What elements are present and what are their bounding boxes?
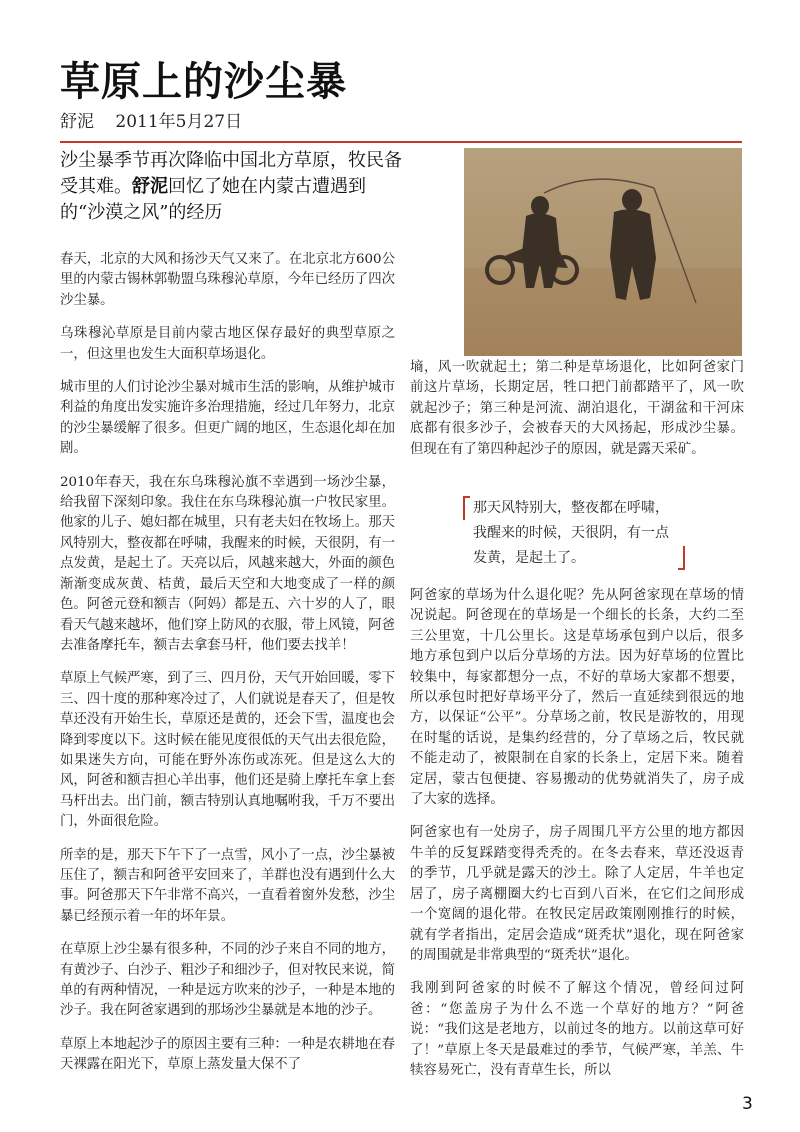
lede-text-rest: 回忆了她在内蒙古遭遇到的“沙漠之风”的经历 (60, 176, 366, 223)
paragraph: 草原上气候严寒，到了三、四月份，天气开始回暖，零下三、四十度的那种寒冷过了，人们就说是春天了，但是牧草还没有开始生长，草原还是黄的，还会下雪，温度也会降到零度以下。这时候在能见度很低的天气出去很危险，如果迷失方向，可能在野外冻伤或冻死。但是这么大的风，阿爸和额吉担心羊出事，他们还是骑上摩托车拿上套马杆出去。出门前，额吉特别认真地嘱咐我，千万不要出门，外面很危险。 (60, 671, 395, 830)
quote-bracket-close (678, 546, 685, 570)
paragraph: 春天，北京的大风和扬沙天气又来了。在北京北方600公里的内蒙古锡林郭勒盟乌珠穆沁草原，今年已经历了四次沙尘暴。 (60, 252, 395, 308)
title-divider (60, 141, 742, 143)
publish-date: 2011年5月27日 (115, 112, 243, 132)
byline (60, 110, 258, 134)
pull-quote (463, 496, 685, 574)
column-right-bottom (410, 586, 744, 1096)
author-name: 舒泥 (60, 112, 94, 132)
quote-bracket-open (463, 496, 470, 520)
lede-text: 沙尘暴季节再次降临中国北方草原，牧民备受其难。 (60, 150, 402, 197)
paragraph: 墒，风一吹就起土；第二种是草场退化，比如阿爸家门前这片草场，长期定居，牲口把门前都踏平了，风一吹就起沙子；第三种是河流、湖泊退化，干湖盆和干河床底都有很多沙子，会被春天的大风扬起，形成沙尘暴。但现在有了第四种起沙子的原因，就是露天采矿。 (410, 360, 744, 457)
article-lede (60, 148, 405, 226)
page-number: 3 (742, 1094, 753, 1114)
column-left (60, 250, 395, 1095)
paragraph: 乌珠穆沁草原是目前内蒙古地区保存最好的典型草原之一，但这里也发生大面积草场退化。 (60, 326, 395, 362)
lede-author: 舒泥 (132, 176, 168, 197)
paragraph: 阿爸家也有一处房子，房子周围几平方公里的地方都因牛羊的反复踩踏变得秃秃的。在冬去春来，草还没返青的季节，几乎就是露天的沙土。除了人定居，牛羊也定居了，房子离棚圈大约七百到八百米，在它们之间形成一个宽阔的退化带。在牧民定居政策刚刚推行的时候，就有学者指出，定居会造成“斑秃状”退化，现在阿爸家的周围就是非常典型的“斑秃状”退化。 (410, 825, 744, 963)
paragraph: 在草原上沙尘暴有很多种，不同的沙子来自不同的地方，有黄沙子、白沙子、粗沙子和细沙子，但对牧民来说，简单的有两种情况，一种是远方吹来的沙子，一种是本地的沙子。我在阿爸家遇到的那场沙尘暴就是本地的沙子。 (60, 942, 395, 1019)
sandstorm-photo (464, 148, 742, 356)
pull-quote-text: 那天风特别大，整夜都在呼啸，我醒来的时候，天很阴，有一点发黄，是起土了。 (473, 500, 669, 566)
sandstorm-photo-image (464, 148, 742, 356)
column-right-top (410, 358, 744, 473)
paragraph: 草原上本地起沙子的原因主要有三种：一种是农耕地在春天裸露在阳光下，草原上蒸发量大保不了 (60, 1036, 395, 1073)
paragraph: 所幸的是，那天下午下了一点雪，风小了一点，沙尘暴被压住了，额吉和阿爸平安回来了，羊群也没有遇到什么大事。阿爸那天下午非常不高兴，一直看着窗外发愁，沙尘暴已经预示着一年的坏年景。 (60, 847, 395, 924)
article-title: 草原上的沙尘暴 (60, 59, 347, 105)
paragraph: 城市里的人们讨论沙尘暴对城市生活的影响，从维护城市利益的角度出发实施许多治理措施，经过几年努力，北京的沙尘暴缓解了很多。但更广阔的地区，生态退化却在加剧。 (60, 380, 395, 457)
paragraph: 阿爸家的草场为什么退化呢？先从阿爸家现在草场的情况说起。阿爸现在的草场是一个细长的长条，大约二至三公里宽，十几公里长。这是草场承包到户以后，很多地方承包到户以后分草场的方法。因为好草场的位置比较集中，每家都想分一点，不好的草场大家都不想要，所以承包时把好草场平分了，然后一直延续到很远的地方，以保证“公平”。分草场之前，牧民是游牧的，用现在时髦的话说，是集约经营的，分了草场之后，牧民就不能走动了，被限制在自家的长条上，定居下来。随着定居，蒙古包便捷、容易搬动的优势就消失了，房子成了大家的选择。 (410, 588, 744, 808)
paragraph: 2010年春天，我在东乌珠穆沁旗不幸遇到一场沙尘暴，给我留下深刻印象。我住在东乌珠穆沁旗一户牧民家里。他家的儿子、媳妇都在城里，只有老夫妇在牧场上。那天风特别大，整夜都在呼啸，我醒来的时候，天很阴，有一点发黄，是起土了。天亮以后，风越来越大，外面的颜色渐渐变成灰黄、桔黄，最后天空和大地变成了一样的颜色。阿爸元登和额吉（阿妈）都是五、六十岁的人了，眼看天气越来越坏，他们穿上防风的衣服，带上风镜，阿爸去准备摩托车，额吉去拿套马杆，他们要去找羊！ (60, 474, 395, 653)
paragraph: 我刚到阿爸家的时候不了解这个情况，曾经问过阿爸：“您盖房子为什么不选一个草好的地方？”阿爸说：“我们这是老地方，以前过冬的地方。以前这草可好了！”草原上冬天是最难过的季节，气候严寒，羊羔、牛犊容易死亡，没有青草生长，所以 (410, 981, 744, 1078)
